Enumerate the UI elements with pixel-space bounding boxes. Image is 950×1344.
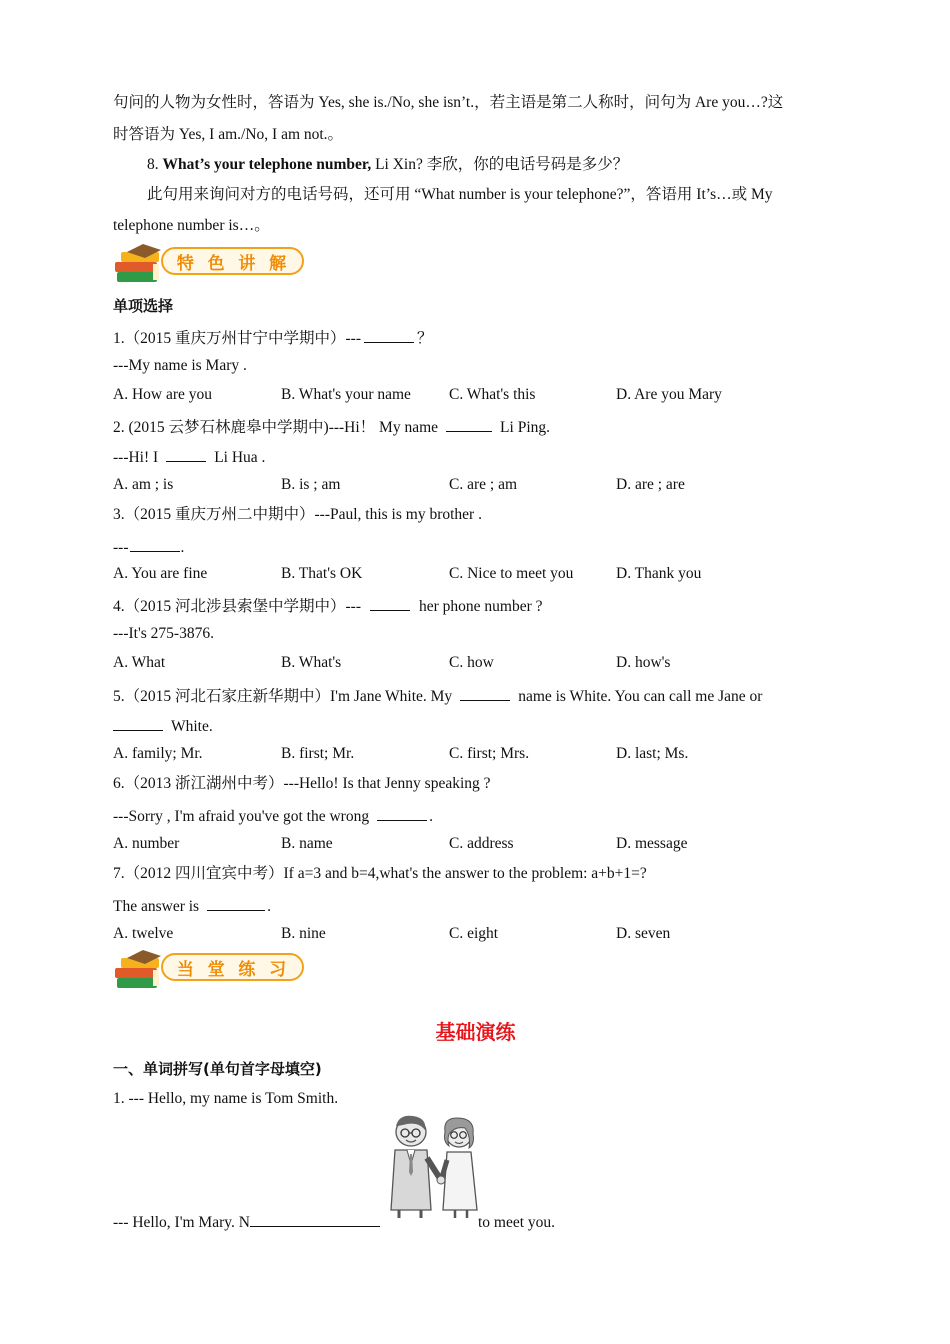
q2-option-b[interactable]: B. is ; am (281, 476, 341, 493)
practice-title: 基础演练 (435, 1020, 516, 1044)
q3-stem: 3.（2015 重庆万州二中期中）---Paul, this is my brother . (113, 506, 482, 523)
q3-options (113, 564, 838, 584)
q3-option-d[interactable]: D. Thank you (616, 565, 702, 582)
item-8 (113, 155, 628, 175)
q3-option-c[interactable]: C. Nice to meet you (449, 565, 574, 582)
q5-line2: White. (113, 714, 213, 737)
q5-options (113, 744, 838, 764)
q7-option-d[interactable]: D. seven (616, 925, 671, 942)
q7-stem: 7.（2012 四川宜宾中考）If a=3 and b=4,what's the answer to the problem: a+b+1=? (113, 865, 647, 882)
q1-blank (364, 326, 414, 343)
q1-option-a[interactable]: A. How are you (113, 386, 213, 403)
banner-label: 当 堂 练 习 (161, 953, 304, 981)
intro-line-1: 句问的人物为女性时，答语为 Yes, she is./No, she isn’t.，若主语是第二人称时，问句为 Are you…?这 (113, 94, 784, 111)
q3-option-b[interactable]: B. That's OK (281, 565, 363, 582)
q1-option-c[interactable]: C. What's this (449, 386, 536, 403)
q6-stem: 6.（2013 浙江湖州中考）---Hello! Is that Jenny speaking ? (113, 775, 491, 792)
spelling-q1-blank[interactable] (250, 1210, 380, 1227)
q2-option-a[interactable]: A. am ; is (113, 476, 174, 493)
banner-class-practice (113, 950, 313, 992)
q5-option-b[interactable]: B. first; Mr. (281, 745, 355, 762)
q1-option-b[interactable]: B. What's your name (281, 386, 411, 403)
spelling-heading: 一、单词拼写(单句首字母填空) (113, 1060, 322, 1078)
intro-line-2: 时答语为 Yes, I am./No, I am not.。 (113, 126, 344, 143)
q4-option-c[interactable]: C. how (449, 654, 494, 671)
q1-option-d[interactable]: D. Are you Mary (616, 386, 722, 403)
q7-line2: The answer is . (113, 894, 271, 917)
q7-option-a[interactable]: A. twelve (113, 925, 174, 942)
q7-options (113, 924, 838, 944)
q7-option-b[interactable]: B. nine (281, 925, 326, 942)
q5-stem: 5.（2015 河北石家庄新华期中）I'm Jane White. My name is White. You can call me Jane or (113, 684, 762, 707)
handshake-illustration (385, 1114, 485, 1218)
q6-blank (377, 804, 427, 821)
q4-line2: ---It's 275-3876. (113, 625, 214, 642)
q1-stem: 1.（2015 重庆万州甘宁中学期中）--- ？ (113, 326, 433, 349)
q6-option-b[interactable]: B. name (281, 835, 333, 852)
item-8-rest: Li Xin? 李欣，你的电话号码是多少？ (371, 156, 629, 173)
q4-options (113, 653, 838, 673)
q2-options (113, 475, 838, 495)
item-8-number: 8. (147, 156, 159, 173)
banner-label: 特 色 讲 解 (161, 247, 304, 275)
q1-line2: ---My name is Mary . (113, 357, 247, 374)
q4-option-a[interactable]: A. What (113, 654, 166, 671)
q5-option-d[interactable]: D. last; Ms. (616, 745, 689, 762)
q4-option-b[interactable]: B. What's (281, 654, 342, 671)
explain-line-1: 此句用来询问对方的电话号码，还可用 “What number is your telephone?”，答语用 It’s…或 My (147, 186, 773, 203)
q2-line2: ---Hi! I Li Hua . (113, 445, 265, 468)
q2-stem: 2. (2015 云梦石林鹿皋中学期中)---Hi！ My name Li Ping. (113, 415, 550, 438)
q6-option-d[interactable]: D. message (616, 835, 688, 852)
q6-line2: ---Sorry , I'm afraid you've got the wrong . (113, 804, 433, 827)
q5-option-c[interactable]: C. first; Mrs. (449, 745, 530, 762)
q3-line2: --- . (113, 535, 184, 558)
q6-option-c[interactable]: C. address (449, 835, 514, 852)
q2-option-c[interactable]: C. are ; am (449, 476, 518, 493)
q1-options (113, 385, 838, 405)
q7-option-c[interactable]: C. eight (449, 925, 499, 942)
q7-blank (207, 894, 265, 911)
q6-options (113, 834, 838, 854)
single-choice-heading: 单项选择 (113, 297, 174, 315)
spelling-q1-line1: 1. --- Hello, my name is Tom Smith. (113, 1090, 339, 1107)
q2-blank-2 (166, 445, 206, 462)
item-8-english: What’s your telephone number, (162, 156, 372, 173)
q6-option-a[interactable]: A. number (113, 835, 180, 852)
q4-option-d[interactable]: D. how's (616, 654, 671, 671)
spelling-q1-line2: --- Hello, I'm Mary. N to meet you. (113, 1210, 555, 1233)
q5-blank-1 (460, 684, 510, 701)
q2-option-d[interactable]: D. are ; are (616, 476, 685, 493)
q4-blank (370, 594, 410, 611)
banner-feature-explanation (113, 244, 313, 286)
explain-line-2: telephone number is…。 (113, 217, 270, 234)
q3-option-a[interactable]: A. You are fine (113, 565, 208, 582)
q3-blank (130, 535, 180, 552)
q5-blank-2 (113, 714, 163, 731)
q2-blank-1 (446, 415, 492, 432)
q5-option-a[interactable]: A. family; Mr. (113, 745, 203, 762)
q4-stem: 4.（2015 河北涉县索堡中学期中）--- her phone number ? (113, 594, 543, 617)
